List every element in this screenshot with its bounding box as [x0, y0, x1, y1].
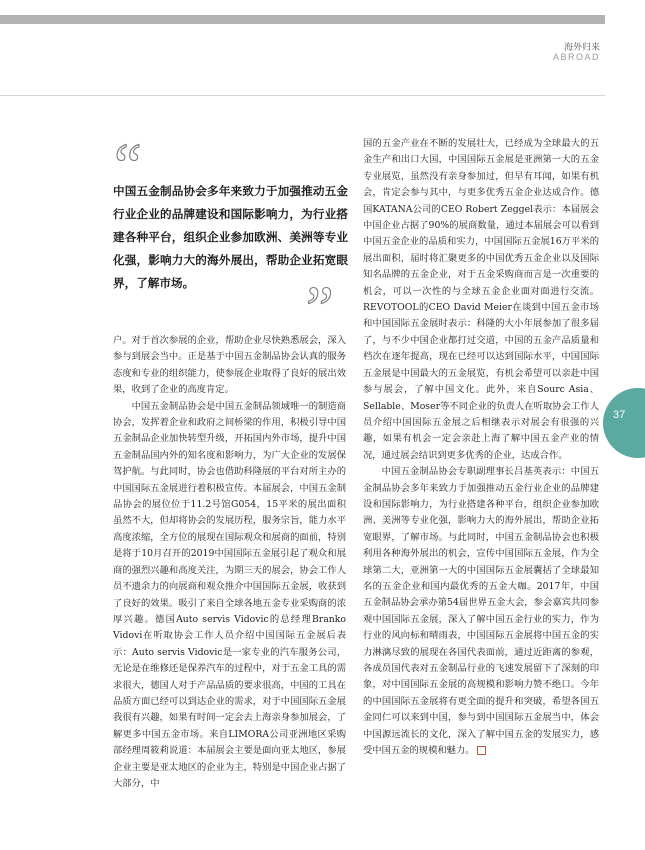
section-title-cn: 海外归来	[563, 43, 600, 53]
header-divider	[0, 95, 605, 96]
right-paragraph-2	[363, 464, 599, 759]
page-number: 37	[613, 409, 626, 421]
left-column	[113, 333, 346, 792]
pull-quote: 中国五金制品协会多年来致力于加强推动五金行业企业的品牌建设和国际影响力，为行业搭建各种平台，组织企业参加欧洲、美洲等专业化强，影响力大的海外展出，帮助企业拓宽眼界，了解市场。	[113, 184, 348, 290]
close-quote-icon: ”	[306, 275, 334, 343]
article-end-icon	[477, 746, 486, 755]
top-decorative-bar	[0, 15, 605, 24]
left-paragraph-2: 中国五金制品协会是中国五金制品领域唯一的制造商协会，发挥着企业和政府之间桥梁的作用，积极引导中国五金制品企业加快转型升级，开拓国内外市场，提升中国五金制品国内外的知名度和影响力，为广大企业的发展保驾护航。与此同时，协会也借助科隆展的平台对所主办的中国国际五金展进行着积极宣传。本届展会，中国五金制品协会的展位位于11.2号馆G054，15平米的展出面积虽然不大，但却将协会的发展历程，服务宗旨，能力水平高度浓缩，全方位的展现在国际观众和展商的面前，特别是将于10月召开的2019中国国际五金展引起了观众和展商的强烈兴趣和高度关注，为期三天的展会，协会工作人员不遗余力的向展商和观众推介中国国际五金展，收获到了良好的效果。吸引了来自全球各地五金专业采购商的浓厚兴趣。德国Auto servis Vidovic的总经理Branko Vidovi在听取协会工作人员介绍中国国际五金展后表示：Auto servis Vidovic是一家专业的汽车服务公司，无论是在维修还是保养汽车的过程中，对于五金工具的需求很大，德国人对于产品品质的要求很高，中国的工具在品质方面已经可以到达企业的需求，对于中国国际五金展我很有兴趣，如果有时间一定会去上海亲身参加展会，了解更多中国五金市场。来自LIMORA公司亚洲地区采购部经理周筱莉说道：本届展会主要是面向亚太地区，参展企业主要是亚太地区的企业为主，特别是中国企业占据了大部分，中	[113, 400, 346, 789]
section-title-en: ABROAD	[552, 52, 600, 62]
open-quote-icon: “	[114, 132, 142, 200]
right-paragraph-2-text: 中国五金制品协会专职副理事长吕基英表示：中国五金制品协会多年来致力于加强推动五金行业企业的品牌建设和国际影响力，为行业搭建各种平台，组织企业参加欧洲、美洲等专业化强，影响力大的海外展出，帮助企业拓宽眼界，了解市场。与此同时，中国五金制品协会也积极利用各种海外展出的机会，宣传中国国际五金展，作为全球第二大，亚洲第一大的中国国际五金展囊括了全球最知名的五金企业和国内最优秀的五金大咖。2017年，中国五金制品协会承办第54届世界五金大会，参会嘉宾共同参观中国国际五金展，深入了解中国五金行业的实力，作为行业的风向标和晴雨表，中国国际五金展将中国五金的实力淋漓尽致的展现在各国代表面前，通过近距离的参观，各成员国代表对五金制品行业的飞速发展留下了深刻的印象，对中国国际五金展的高规模和影响力赞不绝口。今年的中国国际五金展将有更全面的提升和突破，希望各国五金同仁可以来到中国，参与到中国国际五金展当中，体会中国源远流长的文化，深入了解中国五金的发展实力，感受中国五金的规模和魅力。	[363, 466, 599, 757]
left-paragraph-1: 户。对于首次参展的企业，帮助企业尽快熟悉展会，深入参与到展会当中。正是基于中国五金制品协会认真的服务态度和专业的组织能力，使参展企业取得了良好的展出效果，收到了企业的高度肯定。	[113, 335, 346, 396]
right-paragraph-1: 国的五金产业在不断的发展壮大，已经成为全球最大的五金生产和出口大国，中国国际五金展是亚洲第一大的五金专业展览，虽然没有亲身参加过，但早有耳闻，如果有机会，肯定会参与其中，与更多优秀五金企业达成合作。德国KATANA公司的CEO Robert Zeggel表示：本届展会中国企业占据了90%的展商数量，通过本届展会可以看到中国五金企业的品质和实力，中国国际五金展16万平米的展出面积，届时将汇聚更多的中国优秀五金企业以及国际知名品牌的五金企业，对于五金采购商而言是一次重要的机会，可以一次性的与全球五金企业面对面进行交流。REVOTOOL的CEO David Meier在谈到中国五金市场和中国国际五金展时表示：科隆的大小年展参加了很多届了，与不少中国企业都打过交道，中国的五金产品质量和档次在逐年提高，现在已经可以达到国际水平，中国国际五金展是中国最大的五金展览，有机会希望可以亲赴中国参与展会，了解中国文化。此外，来自Sourc Asia、Sellable、Moser等不同企业的负责人在听取协会工作人员介绍中国国际五金展之后相继表示对展会有很强的兴趣，如果有机会一定会亲赴上海了解中国五金产业的情况，通过展会结识到更多优秀的企业，达成合作。	[363, 138, 599, 461]
page-number-tab	[603, 388, 645, 458]
right-column	[363, 136, 599, 759]
